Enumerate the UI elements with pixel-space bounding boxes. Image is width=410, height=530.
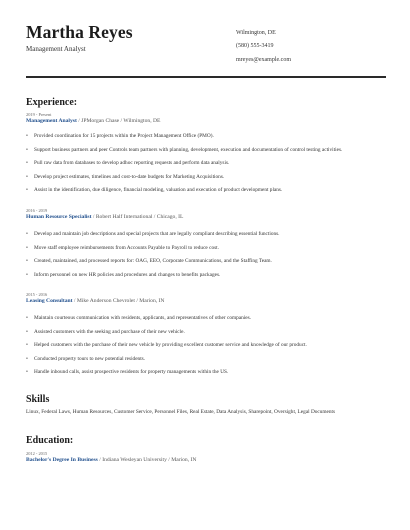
- bullet-item: • Develop project estimates, timelines and cost-to-date budgets for Marketing Acquisitions.: [26, 174, 386, 180]
- job-title-line: Human Resource Specialist / Robert Half International / Chicago, IL: [26, 214, 184, 220]
- education-dates: 2012 - 2015: [26, 451, 48, 456]
- education-line: Bachelor's Degree In Business / Indiana Wesleyan University / Marion, IN: [26, 457, 197, 463]
- job-title-line: Management Analyst / JPMorgan Chase / Wilmington, DE: [26, 118, 161, 124]
- bullet-item: • Conducted property tours to new potential residents.: [26, 356, 386, 362]
- skills-heading: Skills: [26, 394, 50, 405]
- job-company: Mike Anderson Chevrolet / Marion, IN: [76, 298, 165, 304]
- resume-header: [26, 22, 386, 78]
- experience-heading: Experience:: [26, 97, 78, 108]
- education-degree: Bachelor's Degree In Business: [26, 457, 98, 463]
- job-dates: 2015 - 2016: [26, 292, 48, 297]
- education-school: Indiana Wesleyan University / Marion, IN: [102, 457, 197, 463]
- job-bullets: [26, 231, 386, 278]
- contact-block: [236, 27, 291, 67]
- job-company: JPMorgan Chase / Wilmington, DE: [81, 118, 161, 124]
- job-role: Human Resource Specialist: [26, 214, 92, 220]
- candidate-name: Martha Reyes: [26, 22, 133, 42]
- job-dates: 2016 - 2019: [26, 208, 48, 213]
- candidate-title: Management Analyst: [26, 45, 86, 53]
- job-dates: 2019 - Present: [26, 112, 52, 117]
- bullet-item: • Support business partners and peer Controls team partners with planning, development, execution and documentation of control testing activities.: [26, 147, 386, 153]
- contact-phone: (580) 555-3419: [236, 43, 274, 50]
- job-title-line: Leasing Consultant / Mike Anderson Chevrolet / Marion, IN: [26, 298, 165, 304]
- contact-location: Wilmington, DE: [236, 30, 276, 36]
- bullet-item: • Created, maintained, and processed reports for: OAG, EEO, Corporate Communications, and the Staffing Team.: [26, 258, 386, 264]
- bullet-item: • Move staff employee reimbursements from Accounts Payable to Payroll to reduce cost.: [26, 245, 386, 251]
- job-bullets: [26, 133, 386, 193]
- bullet-item: • Inform personnel on new HR policies and procedures and changes to benefits packages.: [26, 272, 386, 278]
- skills-list: Linux, Federal Laws, Human Resources, Customer Service, Personnel Files, Real Estate, Data Analysis, Sharepoint, Oversight, Legal Documents: [26, 409, 336, 415]
- bullet-item: • Develop and maintain job descriptions and special projects that are legally compliant describing essential functions.: [26, 231, 386, 237]
- contact-email: mreyes@example.com: [236, 56, 292, 63]
- job-company: Robert Half International / Chicago, IL: [95, 214, 184, 220]
- bullet-item: • Assist in the identification, due diligence, financial modeling, valuation and execution of product development plans.: [26, 187, 386, 193]
- job-bullets: [26, 315, 386, 375]
- bullet-item: • Maintain courteous communication with residents, applicants, and representatives of other companies.: [26, 315, 386, 321]
- bullet-item: • Helped customers with the purchase of their new vehicle by providing excellent customer service and knowledge of our product.: [26, 342, 386, 348]
- header-divider: [26, 76, 386, 78]
- education-heading: Education:: [26, 435, 74, 446]
- job-role: Management Analyst: [26, 118, 77, 124]
- bullet-item: • Pull raw data from databases to develop adhoc reporting requests and perform data analysis.: [26, 160, 386, 166]
- job-role: Leasing Consultant: [26, 298, 73, 304]
- bullet-item: • Handle inbound calls, assist prospective residents for property managements within the US.: [26, 369, 386, 375]
- bullet-item: • Provided coordination for 15 projects within the Project Management Office (PMO).: [26, 133, 386, 139]
- bullet-item: • Assisted customers with the seeking and purchase of their new vehicle.: [26, 329, 386, 335]
